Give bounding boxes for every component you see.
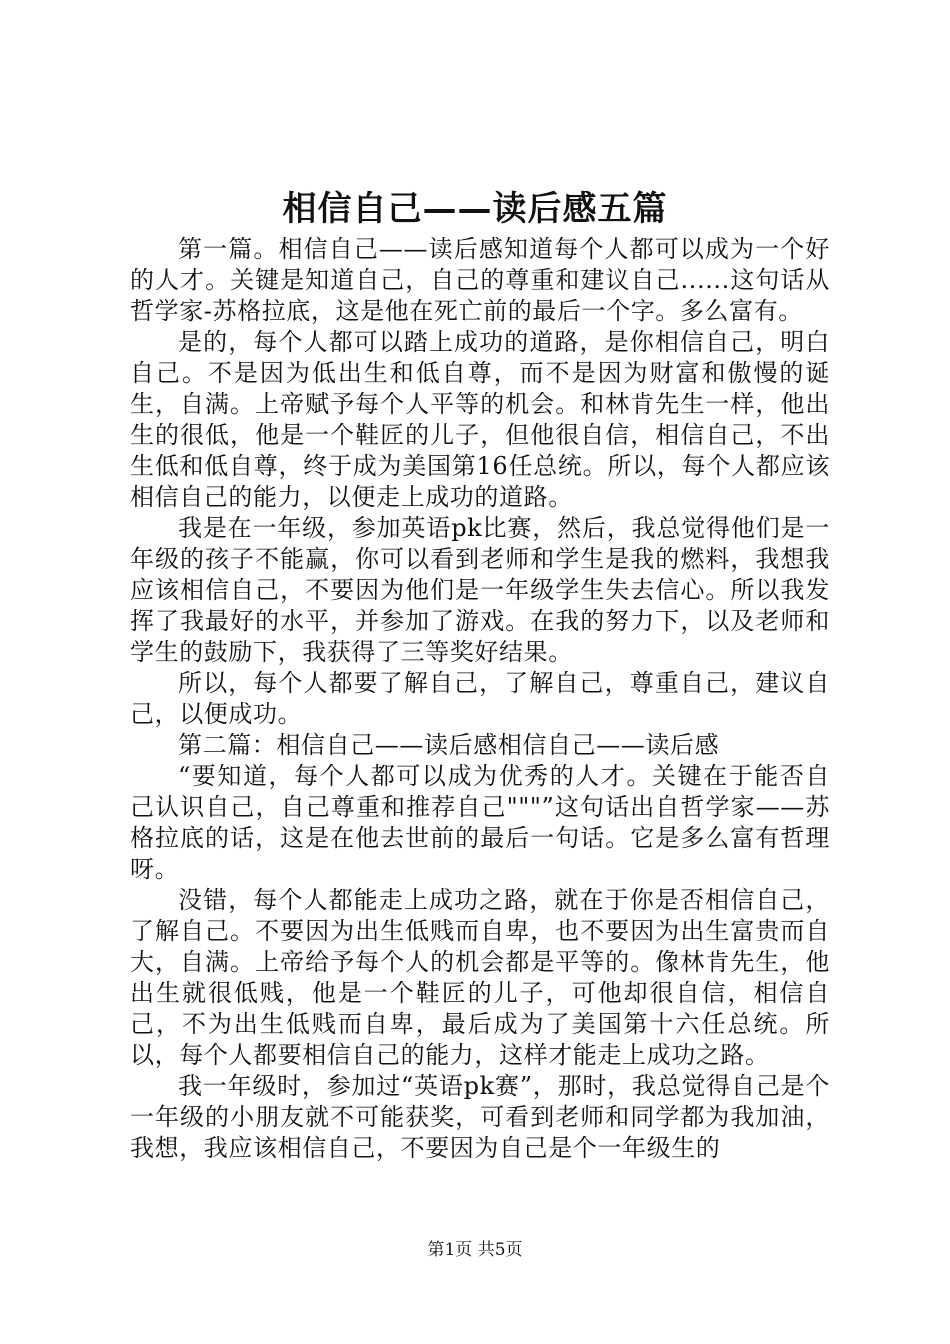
paragraph: 我是在一年级，参加英语pk比赛，然后，我总觉得他们是一年级的孩子不能赢，你可以看到老师和学生是我的燃料，我想我应该相信自己，不要因为他们是一年级学生失去信心。所以我发挥了我最好的水平，并参加了游戏。在我的努力下，以及老师和学生的鼓励下，我获得了三等奖好结果。 [130, 514, 830, 666]
paragraph: 没错，每个人都能走上成功之路，就在于你是否相信自己，了解自己。不要因为出生低贱而自卑，也不要因为出生富贵而自大，自满。上帝给予每个人的机会都是平等的。像林肯先生，他出生就很低贱，他是一个鞋匠的儿子，可他却很自信，相信自己，不为出生低贱而自卑，最后成为了美国第十六任总统。所以，每个人都要相信自己的能力，这样才能走上成功之路。 [130, 886, 830, 1069]
paragraph: 是的，每个人都可以踏上成功的道路，是你相信自己，明白自己。不是因为低出生和低自尊，而不是因为财富和傲慢的诞生，自满。上帝赋予每个人平等的机会。和林肯先生一样，他出生的很低，他是一个鞋匠的儿子，但他很自信，相信自己，不出生低和低自尊，终于成为美国第16任总统。所以，每个人都应该相信自己的能力，以便走上成功的道路。 [130, 328, 830, 511]
document-body [130, 234, 830, 1164]
section-heading: 第二篇：相信自己——读后感相信自己——读后感 [178, 731, 720, 759]
page-footer: 第1页 共5页 [427, 1240, 523, 1260]
document-title: 相信自己——读后感五篇 [282, 189, 668, 229]
paragraph: 第一篇。相信自己——读后感知道每个人都可以成为一个好的人才。关键是知道自己，自己的尊重和建议自己......这句话从哲学家-苏格拉底，这是他在死亡前的最后一个字。多么富有。 [130, 235, 830, 325]
paragraph: “要知道，每个人都可以成为优秀的人才。关键在于能否自己认识自己，自己尊重和推荐自己"""”这句话出自哲学家——苏格拉底的话，这是在他去世前的最后一句话。它是多么富有哲理呀。 [130, 762, 830, 883]
paragraph: 我一年级时，参加过“英语pk赛”，那时，我总觉得自己是个一年级的小朋友就不可能获奖，可看到老师和同学都为我加油，我想，我应该相信自己，不要因为自己是个一年级生的 [130, 1072, 830, 1162]
paragraph: 所以，每个人都要了解自己，了解自己，尊重自己，建议自己，以便成功。 [130, 669, 830, 728]
